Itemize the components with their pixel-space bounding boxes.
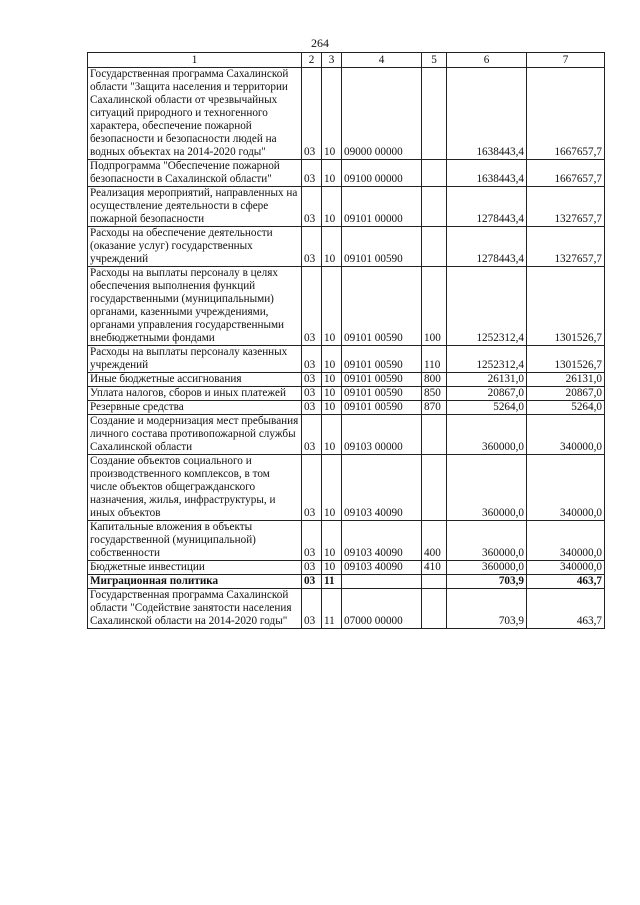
row-pr: 10 — [322, 187, 342, 227]
column-header: 3 — [322, 53, 342, 68]
row-sum-1: 5264,0 — [447, 401, 527, 415]
budget-table — [87, 52, 605, 629]
row-pr: 10 — [322, 160, 342, 187]
table-row — [88, 455, 605, 521]
row-sum-2: 340000,0 — [527, 455, 605, 521]
row-sum-1: 1278443,4 — [447, 187, 527, 227]
row-sum-2: 20867,0 — [527, 387, 605, 401]
row-pr: 10 — [322, 561, 342, 575]
row-sum-2: 1327657,7 — [527, 187, 605, 227]
row-rz: 03 — [302, 455, 322, 521]
row-csr: 09000 00000 — [342, 68, 422, 160]
column-header: 5 — [422, 53, 447, 68]
table-row — [88, 521, 605, 561]
row-csr: 09103 40090 — [342, 521, 422, 561]
row-csr: 09103 40090 — [342, 561, 422, 575]
row-pr: 10 — [322, 415, 342, 455]
table-row — [88, 68, 605, 160]
row-sum-1: 703,9 — [447, 575, 527, 589]
table-row — [88, 373, 605, 387]
row-csr: 07000 00000 — [342, 589, 422, 629]
row-pr: 10 — [322, 387, 342, 401]
row-vr — [422, 227, 447, 267]
row-sum-1: 360000,0 — [447, 455, 527, 521]
row-vr: 850 — [422, 387, 447, 401]
row-csr: 09103 00000 — [342, 415, 422, 455]
row-pr: 11 — [322, 589, 342, 629]
row-rz: 03 — [302, 575, 322, 589]
row-name: Миграционная политика — [88, 575, 302, 589]
table-header-row — [88, 53, 605, 68]
row-csr: 09101 00590 — [342, 387, 422, 401]
row-csr: 09101 00000 — [342, 187, 422, 227]
row-name: Государственная программа Сахалинской области "Содействие занятости населения Сахалинской области на 2014-2020 годы" — [88, 589, 302, 629]
row-rz: 03 — [302, 387, 322, 401]
row-sum-1: 360000,0 — [447, 521, 527, 561]
row-pr: 11 — [322, 575, 342, 589]
row-vr — [422, 589, 447, 629]
row-sum-2: 340000,0 — [527, 561, 605, 575]
row-pr: 10 — [322, 346, 342, 373]
row-rz: 03 — [302, 346, 322, 373]
row-pr: 10 — [322, 227, 342, 267]
row-name: Реализация мероприятий, направленных на осуществление деятельности в сфере пожарной безопасности — [88, 187, 302, 227]
table-row — [88, 415, 605, 455]
row-vr — [422, 415, 447, 455]
row-name: Создание и модернизация мест пребывания личного состава противопожарной службы Сахалинской области — [88, 415, 302, 455]
column-header: 6 — [447, 53, 527, 68]
row-name: Бюджетные инвестиции — [88, 561, 302, 575]
table-row — [88, 346, 605, 373]
row-rz: 03 — [302, 401, 322, 415]
row-csr: 09101 00590 — [342, 401, 422, 415]
row-name: Создание объектов социального и производственного комплексов, в том числе объектов общегражданского назначения, жилья, инфраструктуры, и иных объектов — [88, 455, 302, 521]
row-pr: 10 — [322, 373, 342, 387]
row-name: Расходы на выплаты персоналу в целях обеспечения выполнения функций государственными (муниципальными) органами, казенными учреждениями, органами управления государственными внебюджетными фондами — [88, 267, 302, 346]
row-vr: 800 — [422, 373, 447, 387]
column-header: 1 — [88, 53, 302, 68]
row-rz: 03 — [302, 267, 322, 346]
row-rz: 03 — [302, 373, 322, 387]
table-row — [88, 187, 605, 227]
row-pr: 10 — [322, 401, 342, 415]
row-csr: 09101 00590 — [342, 373, 422, 387]
row-sum-1: 360000,0 — [447, 415, 527, 455]
row-rz: 03 — [302, 561, 322, 575]
row-vr — [422, 187, 447, 227]
row-name: Расходы на выплаты персоналу казенных учреждений — [88, 346, 302, 373]
row-pr: 10 — [322, 521, 342, 561]
row-vr: 110 — [422, 346, 447, 373]
row-pr: 10 — [322, 68, 342, 160]
row-sum-1: 1252312,4 — [447, 267, 527, 346]
row-vr — [422, 160, 447, 187]
row-sum-2: 463,7 — [527, 575, 605, 589]
table-row — [88, 160, 605, 187]
row-csr: 09101 00590 — [342, 346, 422, 373]
row-sum-2: 1667657,7 — [527, 160, 605, 187]
row-csr: 09103 40090 — [342, 455, 422, 521]
row-name: Подпрограмма "Обеспечение пожарной безопасности в Сахалинской области" — [88, 160, 302, 187]
table-row — [88, 401, 605, 415]
row-name: Иные бюджетные ассигнования — [88, 373, 302, 387]
row-pr: 10 — [322, 267, 342, 346]
row-csr: 09101 00590 — [342, 267, 422, 346]
table-row — [88, 267, 605, 346]
row-csr — [342, 575, 422, 589]
row-sum-2: 463,7 — [527, 589, 605, 629]
row-sum-2: 1327657,7 — [527, 227, 605, 267]
row-rz: 03 — [302, 160, 322, 187]
row-sum-1: 1638443,4 — [447, 68, 527, 160]
row-vr: 870 — [422, 401, 447, 415]
table-row — [88, 227, 605, 267]
row-sum-2: 340000,0 — [527, 415, 605, 455]
row-name: Государственная программа Сахалинской области "Защита населения и территории Сахалинской области от чрезвычайных ситуаций природного и техногенного характера, обеспечение пожарной безопасности и безопасности людей на водных объектах на 2014-2020 годы" — [88, 68, 302, 160]
column-header: 7 — [527, 53, 605, 68]
row-name: Капитальные вложения в объекты государственной (муниципальной) собственности — [88, 521, 302, 561]
row-sum-1: 360000,0 — [447, 561, 527, 575]
column-header: 4 — [342, 53, 422, 68]
row-sum-2: 1301526,7 — [527, 267, 605, 346]
row-vr — [422, 68, 447, 160]
table-row — [88, 561, 605, 575]
row-vr — [422, 575, 447, 589]
table-row — [88, 589, 605, 629]
row-rz: 03 — [302, 187, 322, 227]
table-row — [88, 387, 605, 401]
row-vr: 100 — [422, 267, 447, 346]
row-rz: 03 — [302, 521, 322, 561]
row-rz: 03 — [302, 68, 322, 160]
row-sum-1: 1278443,4 — [447, 227, 527, 267]
row-sum-2: 340000,0 — [527, 521, 605, 561]
row-vr: 410 — [422, 561, 447, 575]
row-sum-1: 1638443,4 — [447, 160, 527, 187]
row-sum-2: 5264,0 — [527, 401, 605, 415]
row-rz: 03 — [302, 415, 322, 455]
row-pr: 10 — [322, 455, 342, 521]
row-csr: 09101 00590 — [342, 227, 422, 267]
row-sum-1: 26131,0 — [447, 373, 527, 387]
row-rz: 03 — [302, 589, 322, 629]
row-name: Уплата налогов, сборов и иных платежей — [88, 387, 302, 401]
table-row — [88, 575, 605, 589]
row-sum-2: 26131,0 — [527, 373, 605, 387]
row-name: Резервные средства — [88, 401, 302, 415]
page-number: 264 — [311, 36, 329, 50]
row-csr: 09100 00000 — [342, 160, 422, 187]
row-rz: 03 — [302, 227, 322, 267]
row-sum-1: 20867,0 — [447, 387, 527, 401]
column-header: 2 — [302, 53, 322, 68]
row-sum-1: 703,9 — [447, 589, 527, 629]
row-vr — [422, 455, 447, 521]
row-vr: 400 — [422, 521, 447, 561]
row-sum-2: 1667657,7 — [527, 68, 605, 160]
row-name: Расходы на обеспечение деятельности (оказание услуг) государственных учреждений — [88, 227, 302, 267]
row-sum-1: 1252312,4 — [447, 346, 527, 373]
row-sum-2: 1301526,7 — [527, 346, 605, 373]
